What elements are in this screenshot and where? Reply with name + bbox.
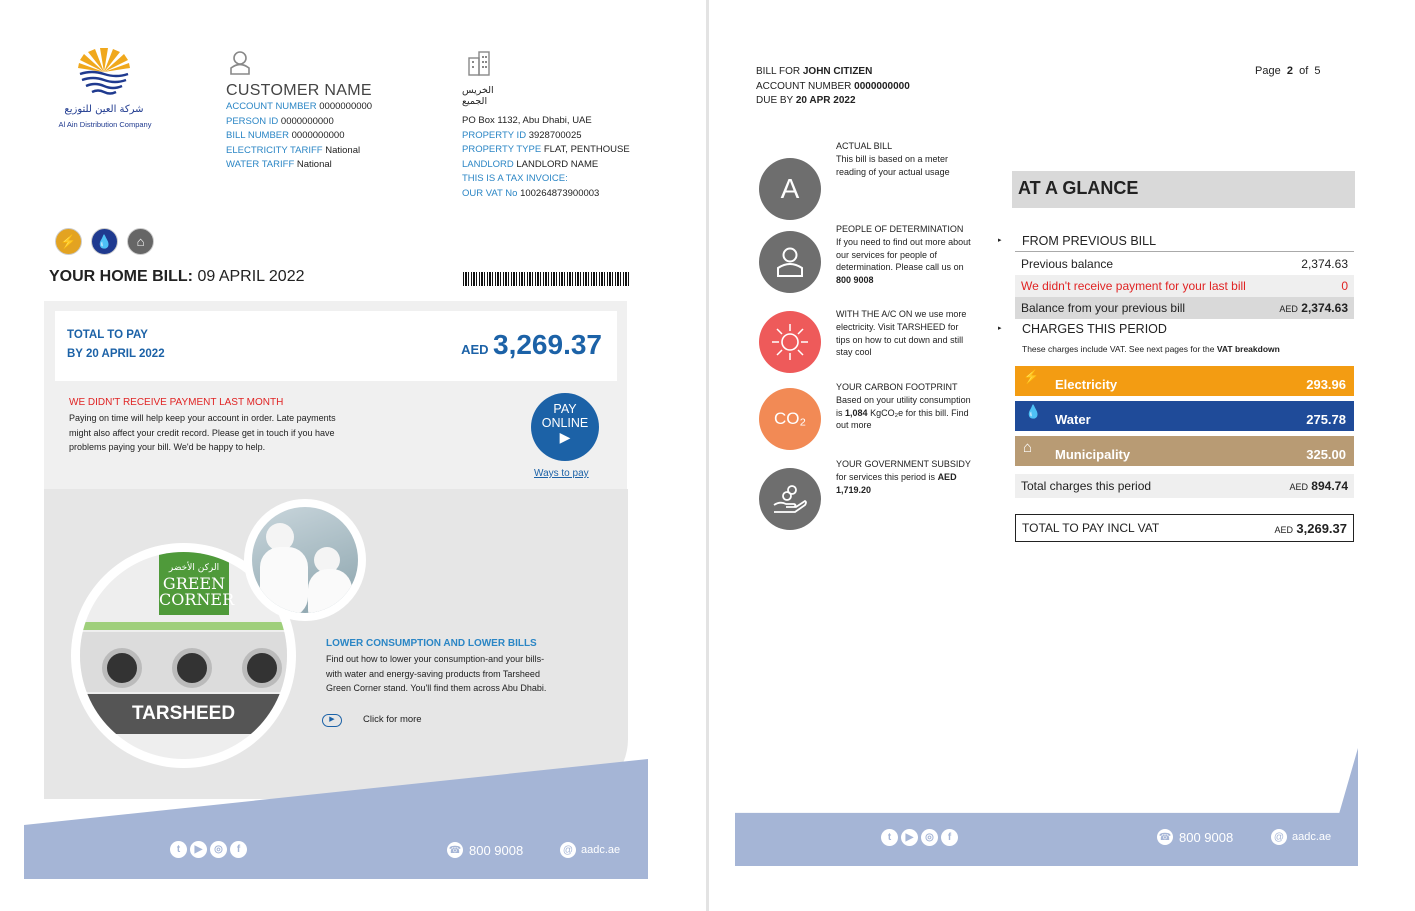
property-id-value: 3928700025 [528,129,582,141]
pay-online-button[interactable] [531,393,599,461]
person-icon [229,50,251,75]
actual-bill-info [836,140,971,178]
total-vat-row [1015,514,1354,542]
vat-label: OUR VAT No [462,187,518,199]
charges-note [1022,344,1280,354]
subsidy-value: AED 1,719.20 [836,471,957,495]
charges-note-bold: VAT breakdown [1216,344,1280,354]
property-type-label: PROPERTY TYPE [462,144,542,155]
electricity-service-icon: ⚡ [55,228,82,255]
p2-globe-icon: @ [1271,829,1287,845]
bill-for-value: JOHN CITIZEN [802,66,873,77]
pay-line2: ONLINE [541,416,589,430]
p2-instagram-icon[interactable]: ◎ [921,829,938,846]
youtube-icon[interactable]: ▶ [190,841,207,858]
from-prev-heading: FROM PREVIOUS BILL [1022,234,1157,248]
p2-footer-phone [1157,829,1233,845]
page-label: Page [1255,65,1281,77]
logo-english-text: Al Ain Distribution Company [58,120,152,129]
green-corner-1: GREEN [162,574,226,593]
balance-prev-value: 2,374.63 [1301,301,1348,315]
facebook-icon[interactable]: f [230,841,247,858]
charges-note-text: These charges include VAT. See next pages for the [1022,344,1215,354]
building-icon [466,50,492,76]
determination-info [836,223,971,287]
twitter-icon[interactable]: t [170,841,187,858]
page-separator [706,0,709,911]
bill-page-2 [710,0,1415,911]
vat-value: 100264873900003 [520,187,600,199]
currency-label: AED [461,342,489,357]
account-label: ACCOUNT NUMBER [226,101,317,112]
sun-icon [759,311,821,373]
click-more-icon[interactable]: ▶ [322,714,342,727]
carbon-info [836,381,971,432]
p2-account-label: ACCOUNT NUMBER [756,80,852,92]
company-logo-icon [78,46,130,98]
social-links [170,841,247,858]
p2-account-value: 0000000000 [854,80,910,92]
total-period-row [1015,474,1354,498]
promo-text: Find out how to lower your consumption-and your bills-with water and energy-saving products from Tarsheed Green Corner stand. You'll find them across Abu Dhabi. [326,654,547,693]
municipality-label: Municipality [1055,447,1131,462]
water-tariff-label: WATER TARIFF [226,159,295,170]
promo-title: LOWER CONSUMPTION AND LOWER BILLS [326,638,537,649]
carbon-value: 1,084 [845,407,868,418]
total-to-pay-box [55,311,617,381]
total-vat-label: TOTAL TO PAY INCL VAT [1022,521,1160,535]
water-drop-icon: 💧 [1025,404,1042,419]
page-total: 5 [1314,65,1321,77]
p2-phone-icon: ☎ [1157,829,1173,845]
bill-page-1 [0,0,705,911]
bill-value: 0000000000 [291,130,345,141]
bill-label: BILL NUMBER [226,130,289,141]
electricity-row [1015,366,1354,396]
water-value: 275.78 [1306,412,1346,427]
footer-phone [447,842,523,858]
no-payment-label: We didn't receive payment for your last bill [1021,279,1246,293]
p2-footer-web-text: aadc.ae [1292,831,1332,843]
property-arabic-2: الجميع [462,96,488,107]
determination-title: PEOPLE OF DETERMINATION [836,224,964,234]
total-to-pay-label: TOTAL TO PAY [67,329,148,341]
green-corner-ar: الركن الأخضر [168,563,220,573]
total-period-value: 894.74 [1311,479,1348,493]
landlord-value: LANDLORD NAME [516,158,599,170]
tax-invoice-label: THIS IS A TAX INVOICE: [462,173,568,184]
p2-youtube-icon[interactable]: ▶ [901,829,918,846]
people-photo [252,507,358,613]
home-icon: ⌂ [1023,439,1033,456]
address: PO Box 1132, Abu Dhabi, UAE [462,115,592,126]
customer-details [226,100,372,173]
of-label: of [1299,65,1309,77]
washer-door-2 [172,648,212,688]
p2-facebook-icon[interactable]: f [941,829,958,846]
due-by-label: BY 20 APRIL 2022 [67,348,165,360]
co2-icon: CO₂ [759,388,821,450]
page-num: 2 [1286,65,1293,77]
footer-page2 [735,748,1358,866]
globe-icon: @ [560,842,576,858]
municipality-row [1015,436,1354,466]
bullet-icon-2: ▸ [998,325,1002,332]
elec-tariff-label: ELECTRICITY TARIFF [226,144,323,156]
balance-prev-row [1015,297,1354,319]
tarsheed-logo: TARSHEED [80,694,287,734]
p2-social-links [881,829,958,846]
p2-footer-web[interactable] [1271,829,1331,845]
washer-door-1 [102,648,142,688]
property-details [462,114,630,201]
determination-text: If you need to find out more about our services for people of determination. Please call us on [836,236,971,273]
home-bill-date: 09 APRIL 2022 [197,268,305,285]
total-period-aed: AED [1289,482,1308,492]
p2-twitter-icon[interactable]: t [881,829,898,846]
green-corner-2: CORNER [159,590,235,609]
water-service-icon: 💧 [91,228,118,255]
balance-prev-aed: AED [1279,304,1298,314]
person-value: 0000000000 [280,115,334,127]
prev-balance-value: 2,374.63 [1301,257,1348,271]
hand-coin-icon [759,468,821,530]
at-a-glance-title: AT A GLANCE [1012,171,1355,208]
actual-bill-text: This bill is based on a meter reading of your actual usage [836,153,950,177]
bullet-icon: ▸ [998,237,1002,244]
ac-info: WITH THE A/C ON we use more electricity. Visit TARSHEED for tips on how to cut down and still stay cool [836,309,967,358]
no-payment-row [1015,275,1354,297]
no-payment-value: 0 [1341,279,1348,293]
total-vat-value: 3,269.37 [1296,520,1347,536]
footer-phone-text: 800 9008 [469,842,524,858]
carbon-title: YOUR CARBON FOOTPRINT [836,382,958,392]
warning-title: WE DIDN'T RECEIVE PAYMENT LAST MONTH [69,397,284,408]
electricity-label: Electricity [1055,377,1118,392]
home-bill-title [49,268,305,286]
p2-due-label: DUE BY [756,95,794,106]
prev-balance-label: Previous balance [1021,257,1114,271]
actual-bill-title: ACTUAL BILL [836,141,893,151]
bill-for-label: BILL FOR [756,66,801,77]
p2-due-value: 20 APR 2022 [795,95,856,106]
logo-arabic-text: شركة العين للتوزيع [64,104,144,115]
barcode [463,272,630,286]
carbon-unit: KgCO₂e [870,407,904,418]
property-arabic [462,85,494,107]
click-more-link[interactable]: Click for more [363,714,422,725]
home-bill-label: YOUR HOME BILL: [49,268,193,285]
total-period-label: Total charges this period [1021,479,1152,493]
total-amount: 3,269.37 [493,329,602,360]
pay-line1: PAY [553,402,577,416]
water-label: Water [1055,412,1091,427]
prev-balance-row [1015,253,1354,275]
landlord-label: LANDLORD [462,158,514,170]
customer-name: CUSTOMER NAME [226,82,372,99]
elec-tariff-value: National [325,144,361,156]
electricity-value: 293.96 [1306,377,1346,392]
water-row [1015,401,1354,431]
instagram-icon[interactable]: ◎ [210,841,227,858]
property-id-label: PROPERTY ID [462,129,527,141]
subsidy-text: YOUR GOVERNMENT SUBSIDY for services this period is [836,459,971,482]
footer-web[interactable] [560,842,620,858]
account-value: 0000000000 [319,101,373,112]
bill-for-header [756,65,910,109]
charges-heading: CHARGES THIS PERIOD [1022,322,1167,336]
actual-bill-icon: A [759,158,821,220]
phone-icon: ☎ [447,842,463,858]
balance-prev-label: Balance from your previous bill [1021,301,1186,315]
play-icon: ▶ [559,429,571,445]
determination-phone: 800 9008 [836,275,874,286]
p2-footer-phone-text: 800 9008 [1179,829,1234,845]
person-icon [759,231,821,293]
washer-door-3 [242,648,282,688]
green-corner-sign [159,552,235,615]
carbon-text: Based on your utility consumption is [836,394,971,418]
carbon-text2: for this bill. Find out more [836,407,969,431]
property-type-value: FLAT, PENTHOUSE [543,144,630,155]
water-tariff-value: National [296,159,332,170]
subsidy-info [836,458,971,496]
page-number [1255,65,1321,77]
municipality-value: 325.00 [1306,447,1346,462]
footer-web-text: aadc.ae [581,844,621,856]
property-arabic-1: الخريس [462,85,494,96]
electricity-icon: ⚡ [1023,369,1040,384]
home-service-icon: ⌂ [127,228,154,255]
person-label: PERSON ID [226,115,279,127]
ways-to-pay-link[interactable]: Ways to pay [534,468,589,479]
warning-text: Paying on time will help keep your account in order. Late payments might also affect your credit record. Please get in touch if you have problems paying your bill. We'd be happy to help. [69,413,336,452]
total-vat-aed: AED [1274,524,1294,535]
